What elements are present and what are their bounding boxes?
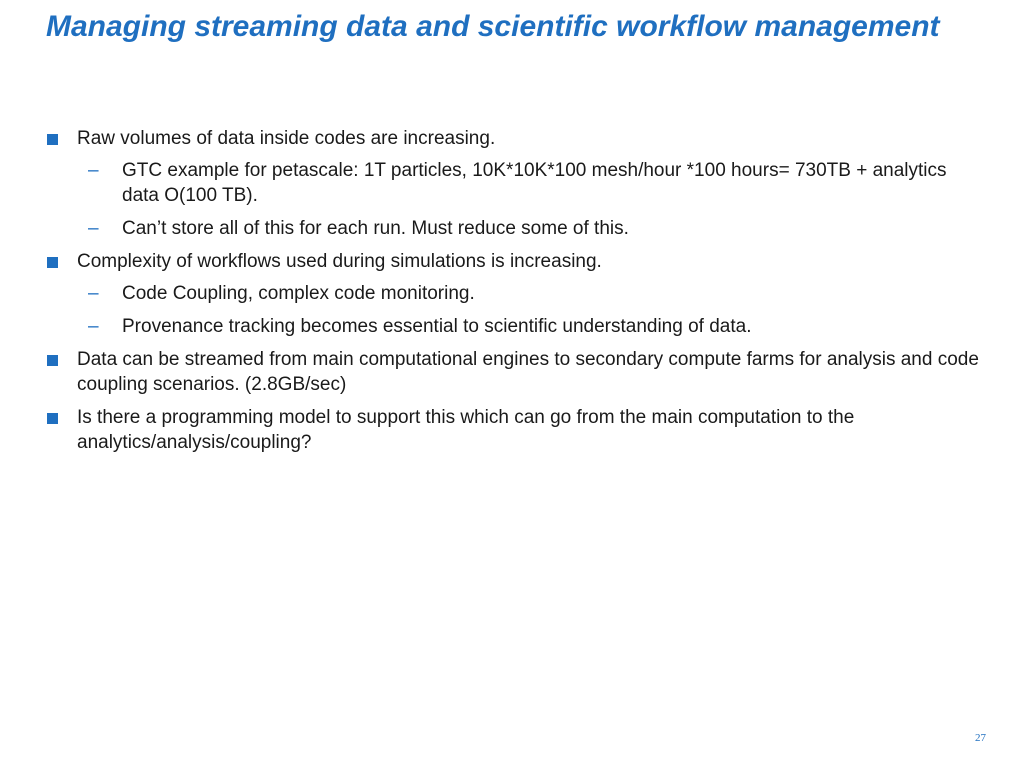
square-bullet-icon — [47, 257, 58, 268]
bullet-text: Complexity of workflows used during simulations is increasing. — [77, 251, 602, 272]
sub-bullet-text: GTC example for petascale: 1T particles, 10K*10K*100 mesh/hour *100 hours= 730TB + analytics data O(100 TB). — [122, 160, 947, 206]
sub-bullet-item — [77, 281, 986, 306]
square-bullet-icon — [47, 134, 58, 145]
bullet-text: Raw volumes of data inside codes are increasing. — [77, 128, 496, 149]
dash-bullet-icon: – — [88, 283, 99, 304]
square-bullet-icon — [47, 355, 58, 366]
sub-bullet-text: Code Coupling, complex code monitoring. — [122, 283, 475, 304]
sub-bullet-text: Provenance tracking becomes essential to scientific understanding of data. — [122, 316, 752, 337]
bullet-item — [46, 126, 986, 241]
slide-title: Managing streaming data and scientific workflow management — [46, 10, 940, 43]
sub-bullet-list — [77, 158, 986, 241]
dash-bullet-icon: – — [88, 316, 99, 337]
sub-bullet-item — [77, 314, 986, 339]
bullet-item — [46, 347, 986, 397]
page-number: 27 — [975, 732, 986, 744]
bullet-text: Is there a programming model to support this which can go from the main computation to the analytics/analysis/coupling? — [77, 407, 855, 453]
bullet-item — [46, 405, 986, 455]
bullet-list — [46, 126, 986, 463]
sub-bullet-text: Can’t store all of this for each run. Must reduce some of this. — [122, 218, 629, 239]
square-bullet-icon — [47, 413, 58, 424]
sub-bullet-list — [77, 281, 986, 339]
dash-bullet-icon: – — [88, 160, 99, 181]
dash-bullet-icon: – — [88, 218, 99, 239]
sub-bullet-item — [77, 158, 986, 208]
bullet-text: Data can be streamed from main computational engines to secondary compute farms for analysis and code coupling scenarios. (2.8GB/sec) — [77, 349, 979, 395]
sub-bullet-item — [77, 216, 986, 241]
bullet-item — [46, 249, 986, 339]
